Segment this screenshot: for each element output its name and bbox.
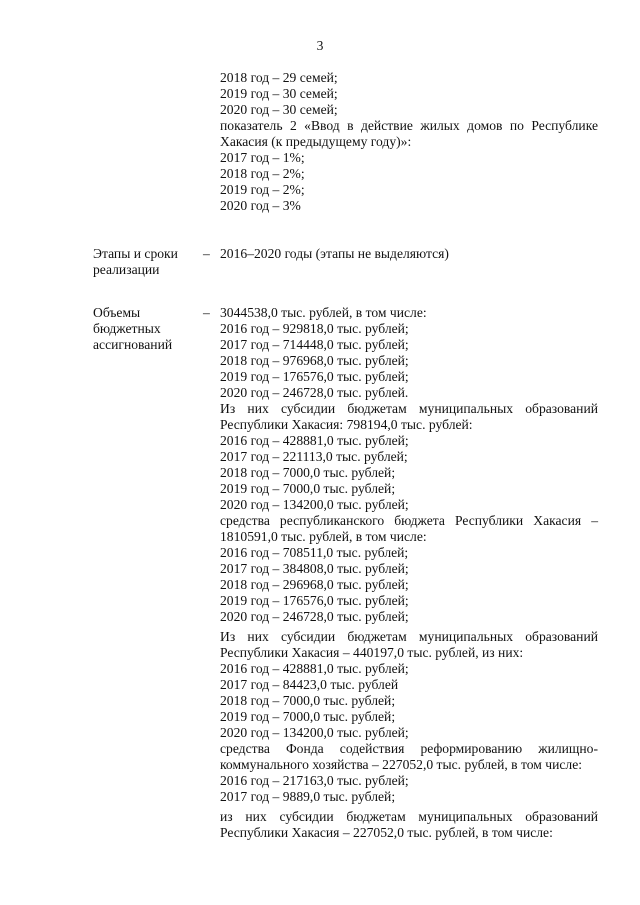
budget-line: 1810591,0 тыс. рублей, в том числе: <box>220 529 427 544</box>
budget-line: 2017 год – 384808,0 тыс. рублей; <box>220 561 409 576</box>
text-line: 2018 год – 2%; <box>220 166 305 181</box>
budget-line: 2018 год – 7000,0 тыс. рублей; <box>220 465 396 480</box>
budget-line: 2020 год – 246728,0 тыс. рублей. <box>220 385 409 400</box>
budget-line: 2016 год – 929818,0 тыс. рублей; <box>220 321 409 336</box>
text-line: Хакасия (к предыдущему году)»: <box>220 134 412 149</box>
budget-line: 2019 год – 7000,0 тыс. рублей; <box>220 709 396 724</box>
stages-value: 2016–2020 годы (этапы не выделяются) <box>220 246 449 261</box>
budget-line: 2017 год – 84423,0 тыс. рублей <box>220 677 399 692</box>
text-line: 2018 год – 29 семей; <box>220 70 338 85</box>
budget-line: 2017 год – 221113,0 тыс. рублей; <box>220 449 408 464</box>
text-line: 2019 год – 30 семей; <box>220 86 338 101</box>
budget-line: 2016 год – 428881,0 тыс. рублей; <box>220 433 409 448</box>
text-line: 2020 год – 3% <box>220 198 301 213</box>
budget-line: 2017 год – 714448,0 тыс. рублей; <box>220 337 409 352</box>
budget-line: 2019 год – 176576,0 тыс. рублей; <box>220 593 409 608</box>
stages-label-line: реализации <box>93 262 160 277</box>
page-number: 3 <box>316 38 324 53</box>
budget-line: 2018 год – 296968,0 тыс. рублей; <box>220 577 409 592</box>
budget-line: 2016 год – 428881,0 тыс. рублей; <box>220 661 409 676</box>
budget-label-line: ассигнований <box>93 337 173 352</box>
budget-line: Из них субсидии бюджетам муниципальных образований <box>220 401 598 416</box>
budget-line: 2017 год – 9889,0 тыс. рублей; <box>220 789 396 804</box>
budget-line: Республики Хакасия: 798194,0 тыс. рублей: <box>220 417 473 432</box>
budget-line: Из них субсидии бюджетам муниципальных образований <box>220 629 598 644</box>
text-line: 2019 год – 2%; <box>220 182 305 197</box>
budget-line: 2020 год – 134200,0 тыс. рублей; <box>220 497 409 512</box>
budget-line: коммунального хозяйства – 227052,0 тыс. рублей, в том числе: <box>220 757 583 772</box>
budget-line: 2019 год – 176576,0 тыс. рублей; <box>220 369 409 384</box>
text-line: 2020 год – 30 семей; <box>220 102 338 117</box>
text-line: 2017 год – 1%; <box>220 150 305 165</box>
budget-line: 3044538,0 тыс. рублей, в том числе: <box>220 305 427 320</box>
budget-label-line: бюджетных <box>93 321 161 336</box>
budget-line: 2018 год – 976968,0 тыс. рублей; <box>220 353 409 368</box>
budget-line: 2020 год – 134200,0 тыс. рублей; <box>220 725 409 740</box>
budget-label-line: Объемы <box>93 305 141 320</box>
budget-line: 2018 год – 7000,0 тыс. рублей; <box>220 693 396 708</box>
budget-line: Республики Хакасия – 440197,0 тыс. рублей, из них: <box>220 645 524 660</box>
budget-line: 2020 год – 246728,0 тыс. рублей; <box>220 609 409 624</box>
budget-dash: – <box>203 305 210 320</box>
stages-dash: – <box>203 246 210 261</box>
budget-line: 2016 год – 708511,0 тыс. рублей; <box>220 545 409 560</box>
budget-line: средства республиканского бюджета Республики Хакасия – <box>220 513 598 528</box>
budget-line: Республики Хакасия – 227052,0 тыс. рублей, в том числе: <box>220 825 553 840</box>
budget-line: 2019 год – 7000,0 тыс. рублей; <box>220 481 396 496</box>
budget-line: средства Фонда содействия реформированию жилищно- <box>220 741 598 756</box>
stages-label-line: Этапы и сроки <box>93 246 178 261</box>
budget-line: 2016 год – 217163,0 тыс. рублей; <box>220 773 409 788</box>
budget-line: из них субсидии бюджетам муниципальных образований <box>220 809 598 824</box>
text-line: показатель 2 «Ввод в действие жилых домов по Республике <box>220 118 598 133</box>
